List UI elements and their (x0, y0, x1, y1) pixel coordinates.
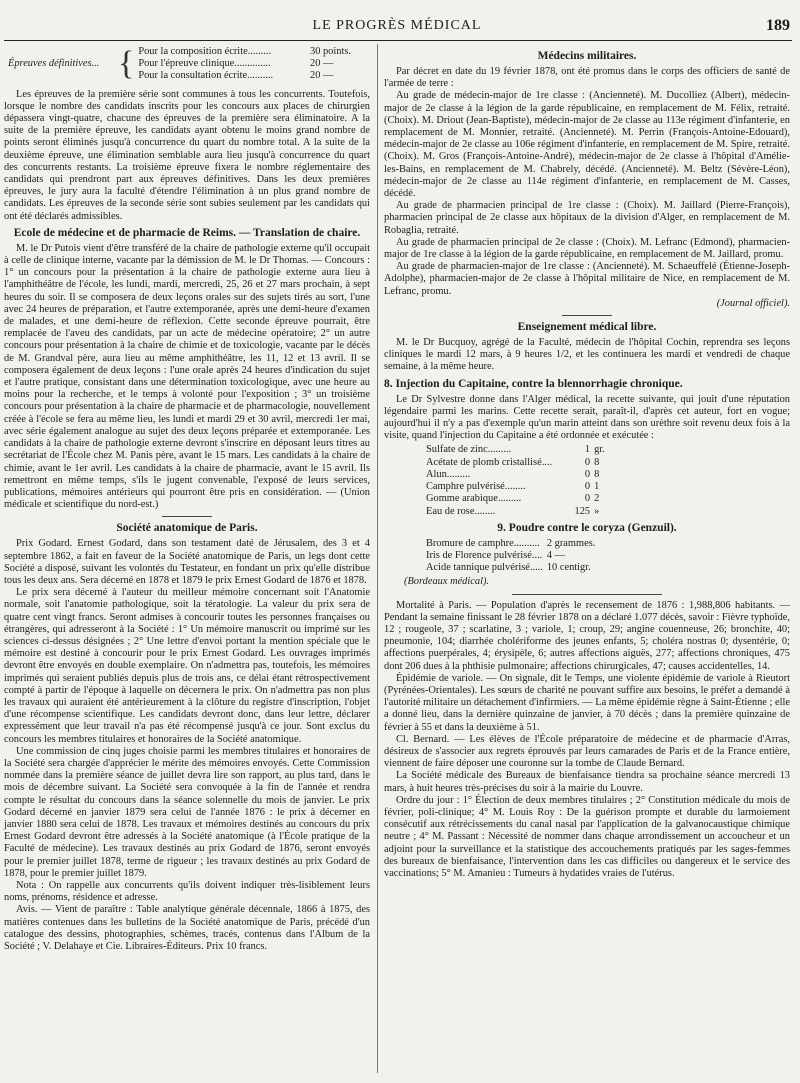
enseignement-heading: Enseignement médical libre. (517, 321, 657, 334)
quantity: 10 centigr. (546, 562, 591, 574)
unit: 1 (594, 481, 600, 493)
formula-row (424, 538, 597, 550)
left-column (4, 46, 370, 953)
brace-icon: { (118, 45, 135, 83)
section-separator (562, 315, 612, 316)
epreuve-points: 20 — (310, 58, 334, 70)
ingredient: Camphre pulvérisé........ (426, 481, 526, 493)
enseignement-paragraph: M. le Dr Bucquoy, agrégé de la Faculté, médecin de l'hôpital Cochin, reprendra ses leçons cliniques le mardi 12 mars, à 9 heures 1/2, et les continuera les mardi et vendredi de chaque semaine, à la même heure. (384, 337, 790, 373)
militaires-pharmacien-3: Au grade de pharmacien-major de 1re classe : (Ancienneté). M. Schaeuffelé (Étienne-Joseph-Adolphe), pharmacien-major de 2e classe à l'hôpital militaire de Nice, en remplacement de M. Lefranc, promu. (384, 261, 790, 297)
reims-heading: Ecole de médecine et de pharmacie de Reims. — Translation de chaire. (13, 226, 361, 239)
epreuves-row (138, 46, 370, 58)
mortalite-paragraph: Mortalité à Paris. — Population d'après le recensement de 1876 : 1,988,806 habitants. — Pendant la semaine finissant le 28 février 1878 on a déclaré 1.077 décès, savoir : Fièvre typhoïde, 12 ; rougeole, 37 ; scarlatine, 3 ; variole, 1; croup, 29; angine couenneuse, 26; bronchite, 40; pneumonie, 104; diarrhée cholériforme des jeunes enfants, 5; choléra nostras 0; dysentérie, 0; affections puerpérales, 4; érysipèle, 6; autres affections aiguës, 277; affections chroniques, 475 dont 206 dues à la phthisie pulmonaire; affections chirurgicales, 47; causes accidentelles, 14. (384, 599, 790, 672)
section-separator (512, 594, 662, 595)
formula-row (424, 469, 626, 481)
epreuves-label: Épreuves définitives... (8, 58, 100, 70)
capitaine-formula (424, 444, 626, 517)
epreuve-text: Pour la consultation écrite.......... (138, 70, 274, 82)
ingredient: Sulfate de zinc......... (426, 444, 512, 456)
section-separator (162, 516, 212, 517)
formula-row (424, 444, 626, 456)
unit: 2 (594, 493, 600, 505)
ingredient: Eau de rose........ (426, 505, 496, 517)
nota-paragraph: Nota : On rappelle aux concurrents qu'ils doivent indiquer très-lisiblement leurs noms, prénoms, résidence et adresse. (4, 880, 370, 904)
epreuves-row (138, 58, 370, 70)
formula-row (424, 506, 626, 518)
militaires-pharmacien-1: Au grade de pharmacien principal de 1re classe : (Choix). M. Jaillard (Pierre-François), pharmacien principal de 2e classe aux hôpitaux de la division d'Alger, en remplacement de M. Robaglia, retraité. (384, 200, 790, 236)
reims-paragraph: M. le Dr Putois vient d'être transféré de la chaire de pathologie externe qu'il occupait à celle de clinique interne, vacante par la démission de M. le Dr Thomas. — Concours : 1° un concours pour la présentation à la chaire de pathologie externe aura lieu à l'amphithéâtre de l'école, les lundi, mardi, mercredi, 25, 26 et 27 mars prochain, à sept heures du soir. Il se composera de deux leçons orales sur des sujets tirés au sort, l'une avec 24 heures de préparation, et l'autre extemporanée, après une demi-heure d'examen de malades, et une demi-heure de réflexion. Cette seconde épreuve pourrait, être remplacée de l'aveu des candidats, par un acte de médecine opératoire; 2° un autre concours pour présentation à la chaire de chimie et de toxicologie, vacante par le décès de M. Grandval père, aura lieu au même amphithéâtre, les 11, 12 et 13 avril. Il se composera également de deux leçons : l'une orale après 24 heures d'indication du sujet et l'autre pratique, consistant dans une détermination toxicologique, avec une heure au moins pour la recherche, et le temps à volonté pour l'exposition ; 3° un troisième concours pour présentation à la chaire de pharmacie et de pharmacologie, nouvellement créée à l'école se fera au même lieu, les lundi et mardi 29 et 30 avril, mercredi 1er mai, avec série également analogue au sujet des deux leçons préparée et extemporanée. Les candidats à la chaire de pathologie externe devront s'inscrire en déposant leurs titres au secrétariat de l'École chez M. Panis père, avant le 15 mars. Les candidats à la chaire de chimie, avant le 1er avril. Les candidats à la chaire de pharmacie, avant le 15 avril. Ils remettront en même temps, s'ils le jugent convenable, l'exposé de leurs services, publications, mémoires antérieurs qui pourront être pris en considération. — (Union médicale et scientifique du nord-est.) (4, 242, 370, 511)
godard-paragraph-2: Le prix sera décerné à l'auteur du meilleur mémoire concernant soit l'Anatomie normale, soit l'anatomie pathologique, soit la tératologie. La valeur du prix sera de quatre cent vingt francs. Seront admises à concourir toutes les personnes françaises ou étrangères, qui adresseront à la Société : 1° Un mémoire manuscrit ou imprimé sur les sciences ci-dessus désignées ; 2° Une lettre d'envoi portant la mention spéciale que le mémoire est destiné à concourir pour le prix Ernest Godard. Les ouvrages imprimés devront être envoyés en double exemplaire. On n'admettra pas, toutefois, les mémoires imprimés qui seraient publiés depuis plus de trois ans, ce délai étant rétrospectivement compté à partir de l'époque à laquelle on décernera le prix. On n'admettra pas non plus les travaux qui auraient été antérieurement à la clôture du registre d'inscription, l'objet d'une récompense scientifique. Les candidats devront donc, dans leur lettre, déclarer expressément que leur travail n'a pas été récompensé jusqu'à ce jour. Sont exclus du concours les membres titulaires et honoraires de la Société anatomique. (4, 587, 370, 745)
page-number: 189 (766, 17, 790, 34)
coryza-formula (424, 538, 597, 575)
quantity: 0 (584, 481, 591, 493)
ingredient: Acétate de plomb cristallisé.... (426, 456, 553, 468)
formula-row (424, 550, 597, 562)
epreuve-points: 30 points. (310, 46, 351, 57)
formula-row (424, 457, 626, 469)
quantity: 125 (574, 505, 591, 517)
epreuves-paragraph: Les épreuves de la première série sont communes à tous les concurrents. Toutefois, lorsque le nombre des candidats inscrits pour les concours aux places de chirurgien dépassera vingt-quatre, chacune des épreuves de la première sera éliminatoire. A la suite de la première épreuve, les candidats ayant obtenu le moins grand nombre de points seront éliminés jusqu'à concurrence du quart du nombre total. A la suite de la deuxième épreuve, une élimination semblable aura lieu jusqu'à concurrence du quart des concurrents restants. La troisième épreuve fixera le nombre réglementaire des candidats qui prendront part aux épreuves définitives. Dans les deux premières épreuves, le jury aura la faculté d'étendre l'élimination à un plus grand nombre de candidats. Les épreuves de la seconde série sont subies seulement par les candidats qui ont été déclarés admissibles. (4, 88, 370, 222)
militaires-heading: Médecins militaires. (537, 50, 637, 62)
running-header (4, 14, 790, 40)
journal-title: LE PROGRÈS MÉDICAL (312, 18, 482, 33)
epreuve-text: Pour la composition écrite......... (138, 46, 272, 57)
ingredient: Gomme arabique......... (426, 493, 522, 505)
bernard-paragraph: Cl. Bernard. — Les élèves de l'École préparatoire de médecine et de pharmacie d'Arras, désireux de s'associer aux regrets éprouvés par leurs camarades de Paris et de la France entière, viennent de faire déposer une couronne sur la tombe de Claude Bernard. (384, 733, 790, 770)
ingredient: Alun......... (426, 468, 471, 480)
bordeaux-source: (Bordeaux médical). (404, 576, 490, 588)
ingredient: Iris de Florence pulvérisé.... (426, 549, 543, 561)
militaires-medecins: Au grade de médecin-major de 1re classe : (Ancienneté). M. Ducolliez (Albert), médecin-major de 2e classe à la légion de la garde républicaine, en remplacement de M. Félix, retraité. (Choix). M. Driout (Jean-Baptiste), médecin-major de 2e classe au 113e régiment d'infanterie, en remplacement de M. Monnier, retraité. (Ancienneté). M. Perrin (François-Antoine-Edouard), médecin-major de 2e classe au 106e régiment d'infanterie, en remplacement de M. Spire, retraité. (Choix). M. Gros (François-Antoine-André), médecin-major de 2e classe à l'hôpital d'Amélie-les-Bains, en remplacement de M. Chabrely, décédé. (Ancienneté). M. Beltz (Sévère-Léon), médecin-major de 2e classe au 114e régiment d'infanterie, en remplacement de M. Casses, décédé. (384, 90, 790, 200)
bureaux-paragraph: La Société médicale des Bureaux de bienfaisance tiendra sa prochaine séance mercredi 13 mars, à huit heures très-précises du soir à la mairie du Louvre. (384, 770, 790, 794)
epreuves-rows (138, 46, 370, 83)
epreuve-points: 20 — (310, 70, 334, 82)
quantity: 2 grammes. (546, 537, 596, 549)
column-divider (377, 44, 378, 1073)
unit: gr. (594, 444, 605, 456)
unit: 8 (594, 468, 600, 480)
militaires-intro: Par décret en date du 19 février 1878, ont été promus dans le corps des officiers de santé de l'armée de terre : (384, 66, 790, 90)
unit: » (594, 505, 600, 517)
capitaine-paragraph: Le Dr Sylvestre donne dans l'Alger médical, la recette suivante, qui jouit d'une réputation légendaire parmi les marins. Cette recette serait, paraît-il, d'après cet auteur, fort en vogue; aujourd'hui il n'y a pas d'exemple qu'un marin atteint dans son urèthre soit revenu deux fois à la visite, quand l'injection du Capitaine a été ordonnée et exécutée : (384, 393, 790, 442)
right-column (384, 46, 790, 880)
quantity: 4 — (546, 549, 566, 561)
societe-heading: Société anatomique de Paris. (116, 522, 258, 535)
godard-paragraph-3: Une commission de cinq juges choisie parmi les membres titulaires et honoraires de la Société sera chargée d'apprécier le mérite des mémoires envoyés. Cette Commission nommée dans la première séance de juillet devra lire son rapport, au plus tard, dans le mois de décembre suivant. La Société sera convoquée à la fin de l'année et rendra compte le résultat du concours dans la séance solennelle du mois de janvier. Le prix Godard décerné en janvier 1879 sera celui de l'année 1876 : le prix à décerner en janvier 1880 sera celui de 1878. Les travaux et mémoires destinés au concours du prix Ernest Godard devront être adressés à la Société anatomique (à l'École pratique de la Faculté de médecine). Les travaux destinés au prix Godard de 1876, seront envoyés pour le premier juillet 1878, terme de rigueur ; les travaux destinés au prix Godard de 1878, pour le premier juillet 1879. (4, 745, 370, 879)
journal-officiel-source: (Journal officiel). (716, 297, 790, 309)
quantity: 0 (584, 468, 591, 480)
unit: 8 (594, 456, 600, 468)
ingredient: Bromure de camphre.......... (426, 537, 540, 549)
epreuves-table (4, 46, 370, 83)
quantity: 0 (584, 493, 591, 505)
epreuves-row (138, 70, 370, 82)
header-rule (4, 40, 792, 41)
variole-paragraph: Épidémie de variole. — On signale, dit le Temps, une violente épidémie de variole à Rieutort (Pyrénées-Orientales). Les sœurs de charité ne pouvant suffire aux besoins, le préfet a demandé à l'autorité militaire un détachement d'infirmiers. — La même épidémie règne à Saint-Étienne ; elle a donné lieu, dans la dernière quinzaine de janvier, à 70 décès ; dans la première quinzaine de février à 55 et dans la deuxième à 51. (384, 672, 790, 733)
formula-row (424, 562, 597, 574)
godard-paragraph-1: Prix Godard. Ernest Godard, dans son testament daté de Jérusalem, des 3 et 4 septembre 1862, a fait en faveur de la Société anatomique de Paris, un legs dont cette Société a disposé, suivant les volontés du Testateur, en fondant un prix qu'elle distribue tous les deux ans. Sera décerné en 1878 et 1879 le prix Ernest Godard de 1876 et 1878. (4, 538, 370, 586)
quantity: 1 (584, 444, 591, 456)
capitaine-heading: 8. Injection du Capitaine, contre la blennorrhagie chronique. (384, 377, 683, 390)
militaires-pharmacien-2: Au grade de pharmacien principal de 2e classe : (Choix). M. Lefranc (Edmond), pharmacien-major de 1re classe à la légion de la garde républicaine, en remplacement de M. Jaillard, promu. (384, 236, 790, 261)
coryza-heading: 9. Poudre contre le coryza (Genzuil). (497, 521, 677, 534)
formula-row (424, 493, 626, 505)
ingredient: Acide tannique pulvérisé..... (426, 562, 543, 574)
ordre-du-jour-paragraph: Ordre du jour : 1° Élection de deux membres titulaires ; 2° Constitution médicale du mois de février, poli-clinique; 4° M. Louis Roy : De la guérison prompte et durable du larmoiement consécutif aux rétrécissements du canal nasal par l'application de la galvanocaustique chimique neutre ; 4° M. Passant : Nécessité de nommer dans chaque arrondissement un accoucheur et un adjoint pour la surveillance et la statistique des accouchements pratiqués par les sages-femmes des bureaux de bienfaisance, l'intervention dans les cas difficiles ou dangereux et le service des vaccinations; 5° M. Amanieu : Tumeurs à hydatides vraies de l'utérus. (384, 794, 790, 879)
epreuve-text: Pour l'épreuve clinique.............. (138, 58, 271, 70)
quantity: 0 (584, 456, 591, 468)
avis-paragraph: Avis. — Vient de paraître : Table analytique générale décennale, 1866 à 1875, des matières contenues dans les bulletins de la Société anatomique de Paris, précédé d'un catalogue des dessins, photographies, schèmes, tracés, contenus dans l'Album de la Société ; V. Delahaye et Cie. Libraires-Éditeurs. Prix 10 francs. (4, 904, 370, 953)
formula-row (424, 481, 626, 493)
